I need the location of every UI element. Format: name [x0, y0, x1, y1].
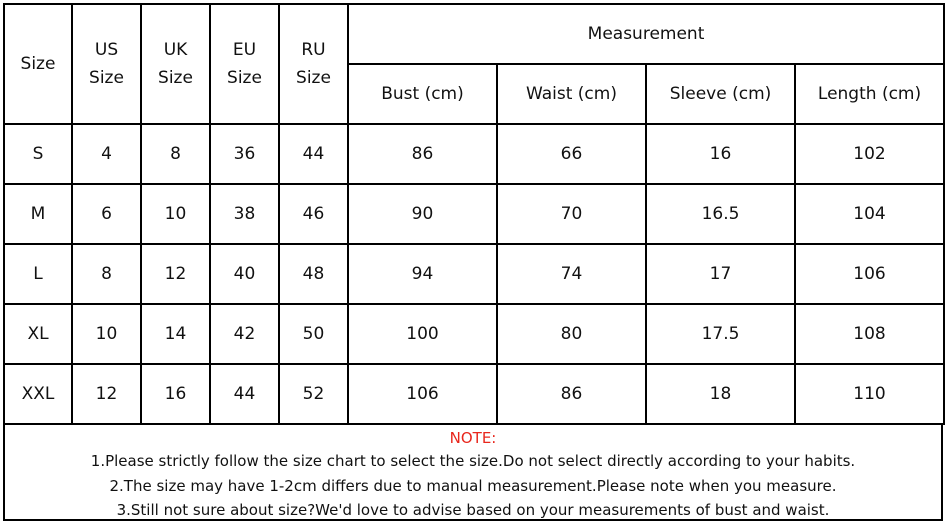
cell-ru: 52: [279, 364, 348, 424]
cell-eu: 42: [210, 304, 279, 364]
header-bust: Bust (cm): [348, 64, 497, 124]
cell-sleeve: 17: [646, 244, 795, 304]
header-row-top: [4, 4, 944, 64]
cell-size: L: [4, 244, 72, 304]
cell-uk: 12: [141, 244, 210, 304]
cell-sleeve: 18: [646, 364, 795, 424]
cell-us: 10: [72, 304, 141, 364]
cell-length: 104: [795, 184, 944, 244]
cell-waist: 86: [497, 364, 646, 424]
header-uk-size: UK Size: [141, 4, 210, 124]
cell-uk: 10: [141, 184, 210, 244]
cell-bust: 90: [348, 184, 497, 244]
cell-size: XL: [4, 304, 72, 364]
cell-eu: 44: [210, 364, 279, 424]
cell-us: 12: [72, 364, 141, 424]
header-sleeve: Sleeve (cm): [646, 64, 795, 124]
header-us-size: US Size: [72, 4, 141, 124]
cell-waist: 70: [497, 184, 646, 244]
cell-length: 110: [795, 364, 944, 424]
cell-size: XXL: [4, 364, 72, 424]
cell-length: 106: [795, 244, 944, 304]
note-line-1: 1.Please strictly follow the size chart to select the size.Do not select directly according to your habits.: [90, 452, 856, 470]
cell-waist: 66: [497, 124, 646, 184]
header-size: Size: [4, 4, 72, 124]
cell-length: 102: [795, 124, 944, 184]
cell-sleeve: 16: [646, 124, 795, 184]
cell-us: 8: [72, 244, 141, 304]
header-length: Length (cm): [795, 64, 944, 124]
cell-sleeve: 17.5: [646, 304, 795, 364]
header-eu-size: EU Size: [210, 4, 279, 124]
cell-length: 108: [795, 304, 944, 364]
cell-ru: 44: [279, 124, 348, 184]
cell-size: M: [4, 184, 72, 244]
header-waist: Waist (cm): [497, 64, 646, 124]
cell-us: 4: [72, 124, 141, 184]
cell-eu: 38: [210, 184, 279, 244]
table-row: [4, 304, 944, 364]
cell-bust: 100: [348, 304, 497, 364]
cell-eu: 40: [210, 244, 279, 304]
table-row: [4, 244, 944, 304]
header-measurement: Measurement: [348, 4, 944, 64]
note-line-2: 2.The size may have 1-2cm differs due to manual measurement.Please note when you measure.: [109, 476, 837, 495]
notes-panel: [3, 423, 943, 521]
cell-eu: 36: [210, 124, 279, 184]
cell-size: S: [4, 124, 72, 184]
note-line-3: 3.Still not sure about size?We'd love to advise based on your measurements of bust and waist.: [116, 501, 830, 519]
cell-bust: 94: [348, 244, 497, 304]
cell-ru: 46: [279, 184, 348, 244]
cell-bust: 86: [348, 124, 497, 184]
cell-waist: 74: [497, 244, 646, 304]
cell-ru: 50: [279, 304, 348, 364]
cell-bust: 106: [348, 364, 497, 424]
header-ru-size: RU Size: [279, 4, 348, 124]
cell-uk: 16: [141, 364, 210, 424]
cell-uk: 8: [141, 124, 210, 184]
cell-us: 6: [72, 184, 141, 244]
cell-sleeve: 16.5: [646, 184, 795, 244]
table-row: [4, 124, 944, 184]
cell-ru: 48: [279, 244, 348, 304]
table-row: [4, 184, 944, 244]
cell-waist: 80: [497, 304, 646, 364]
table-row: [4, 364, 944, 424]
note-title: NOTE:: [449, 429, 497, 447]
size-table: [3, 3, 945, 425]
cell-uk: 14: [141, 304, 210, 364]
